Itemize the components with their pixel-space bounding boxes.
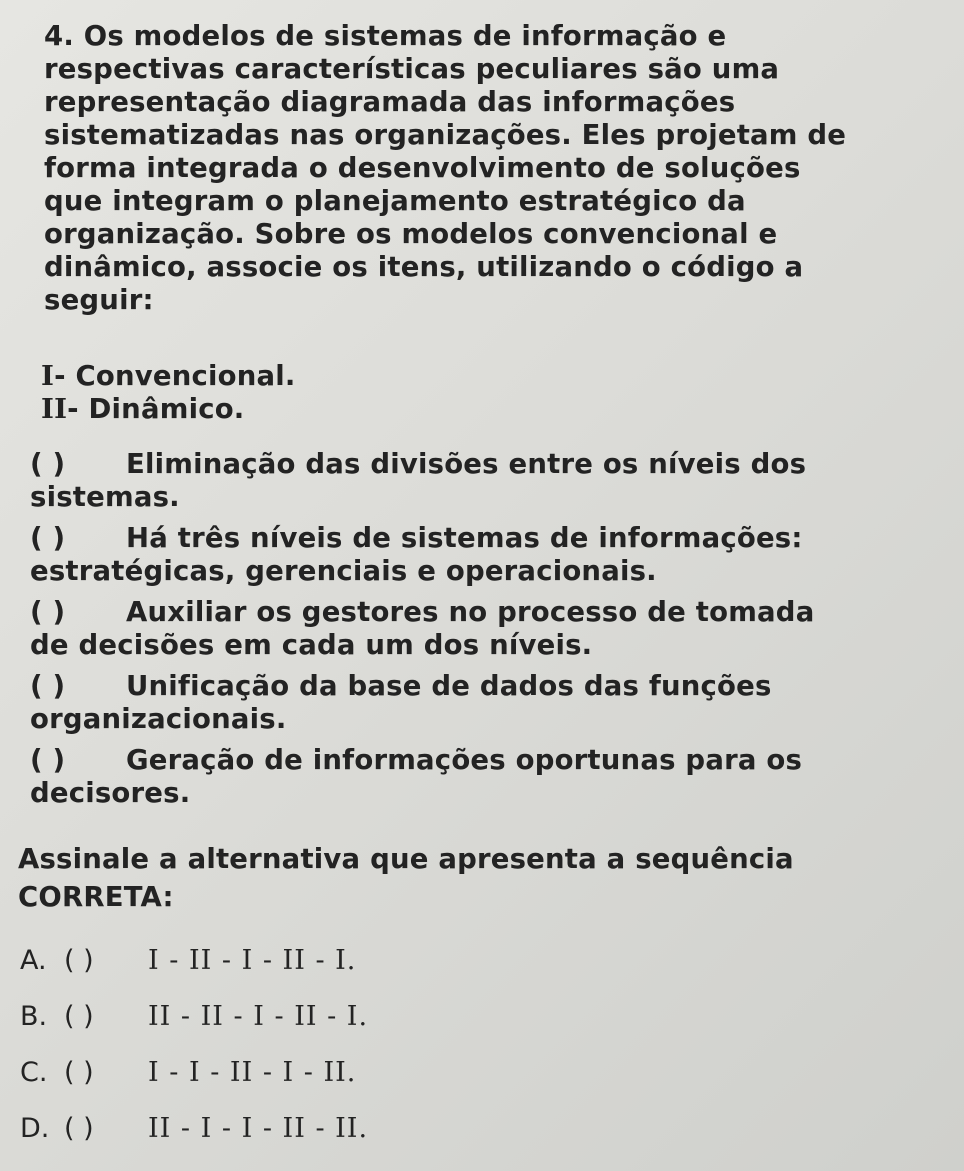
- association-item: ( ) Eliminação das divisões entre os níveis dos sistemas.: [30, 448, 807, 513]
- association-item: ( ) Unificação da base de dados das funções organizacionais.: [30, 670, 772, 735]
- answer-blank[interactable]: ( ): [30, 522, 66, 554]
- statement-line: sistematizadas nas organizações. Eles projetam de: [44, 119, 847, 151]
- alternative-letter: C.: [20, 1057, 48, 1088]
- alternative-letter: D.: [20, 1113, 50, 1144]
- statement-line: que integram o planejamento estratégico da: [44, 185, 746, 217]
- answer-blank[interactable]: ( ): [30, 670, 66, 702]
- statement-line: respectivas características peculiares são uma: [44, 53, 780, 85]
- instruction-text: Assinale a alternativa que apresenta a sequência CORRETA:: [18, 843, 794, 913]
- answer-alternatives: [20, 946, 368, 1170]
- question-statement: [44, 20, 846, 317]
- code-convencional: I- Convencional.: [41, 360, 296, 392]
- alternative-checkbox[interactable]: ( ): [64, 1057, 94, 1088]
- code-dinamico: II- Dinâmico.: [41, 393, 245, 425]
- answer-blank[interactable]: ( ): [30, 744, 66, 776]
- alternative-sequence: II - II - I - II - I.: [148, 1001, 369, 1032]
- alternative-letter: B.: [20, 1001, 48, 1032]
- alternative-b[interactable]: [20, 1002, 368, 1058]
- alternative-d[interactable]: [20, 1114, 368, 1170]
- alternative-sequence: II - I - I - II - II.: [148, 1113, 369, 1144]
- statement-line: organização. Sobre os modelos convencional e: [44, 218, 778, 250]
- association-item: ( ) Geração de informações oportunas para os decisores.: [30, 744, 803, 809]
- alternative-checkbox[interactable]: ( ): [64, 1001, 94, 1032]
- alternative-sequence: I - II - I - II - I.: [148, 945, 357, 976]
- alternative-c[interactable]: [20, 1058, 368, 1114]
- association-items: [30, 448, 814, 818]
- answer-blank[interactable]: ( ): [30, 596, 66, 628]
- statement-line: seguir:: [44, 284, 154, 316]
- statement-line: forma integrada o desenvolvimento de soluções: [44, 152, 801, 184]
- alternative-checkbox[interactable]: ( ): [64, 1113, 94, 1144]
- alternative-checkbox[interactable]: ( ): [64, 945, 94, 976]
- association-item: ( ) Há três níveis de sistemas de informações: estratégicas, gerenciais e operacionais.: [30, 522, 803, 587]
- statement-line: dinâmico, associe os itens, utilizando o código a: [44, 251, 804, 283]
- statement-line: representação diagramada das informações: [44, 86, 736, 118]
- alternative-a[interactable]: [20, 946, 368, 1002]
- alternative-letter: A.: [20, 945, 47, 976]
- code-legend: [41, 360, 296, 426]
- statement-line: 4. Os modelos de sistemas de informação e: [44, 20, 727, 52]
- association-item: ( ) Auxiliar os gestores no processo de tomada de decisões em cada um dos níveis.: [30, 596, 815, 661]
- answer-blank[interactable]: ( ): [30, 448, 66, 480]
- alternative-sequence: I - I - II - I - II.: [148, 1057, 357, 1088]
